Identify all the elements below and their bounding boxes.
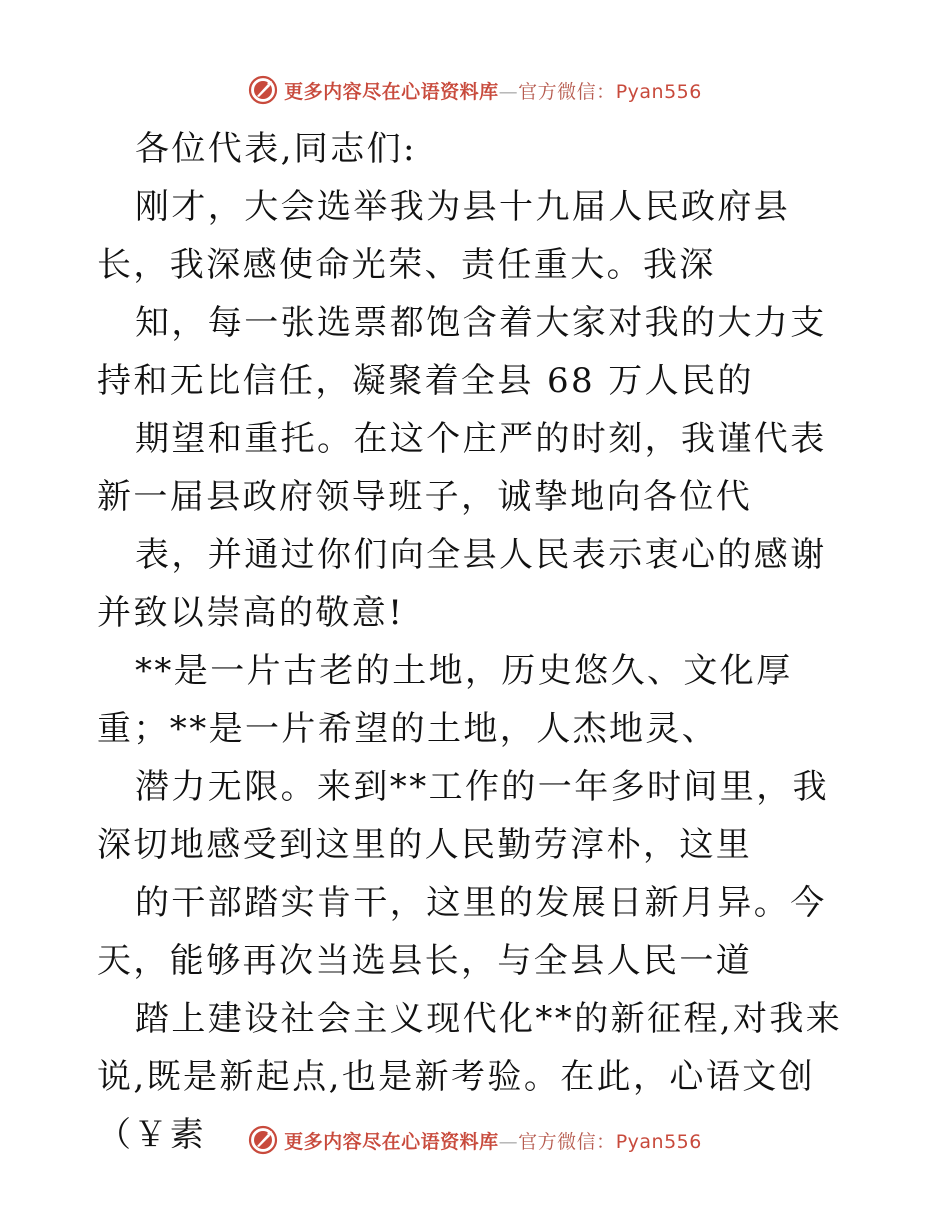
- paragraph: 刚才，大会选举我为县十九届人民政府县长，我深感使命光荣、责任重大。我深: [97, 187, 791, 285]
- quill-logo-icon: [248, 75, 278, 105]
- quill-logo-icon: [248, 1125, 278, 1155]
- header-banner-text: 更多内容尽在心语资料库—官方微信：Pyan556: [284, 80, 702, 103]
- paragraph: 知，每一张选票都饱含着大家对我的大力支持和无比信任，凝聚着全县 68 万人民的: [97, 303, 827, 401]
- paragraph: 表，并通过你们向全县人民表示衷心的感谢并致以崇高的敬意!: [97, 535, 827, 633]
- footer-banner: [0, 1120, 950, 1160]
- paragraph: 期望和重托。在这个庄严的时刻，我谨代表新一届县政府领导班子，诚挚地向各位代: [97, 419, 827, 517]
- header-banner: [0, 70, 950, 110]
- paragraph: **是一片古老的土地，历史悠久、文化厚重；**是一片希望的土地，人杰地灵、: [97, 651, 793, 749]
- paragraph: 踏上建设社会主义现代化**的新征程,对我来说,既是新起点,也是新考验。在此，心语文创（￥素: [97, 999, 843, 1155]
- footer-banner-text: 更多内容尽在心语资料库—官方微信：Pyan556: [284, 1130, 702, 1153]
- paragraph: 的干部踏实肯干，这里的发展日新月异。今天，能够再次当选县长，与全县人民一道: [97, 883, 827, 981]
- paragraph: 潜力无限。来到**工作的一年多时间里，我深切地感受到这里的人民勤劳淳朴，这里: [97, 767, 829, 865]
- paragraph: 各位代表,同志们:: [135, 129, 417, 169]
